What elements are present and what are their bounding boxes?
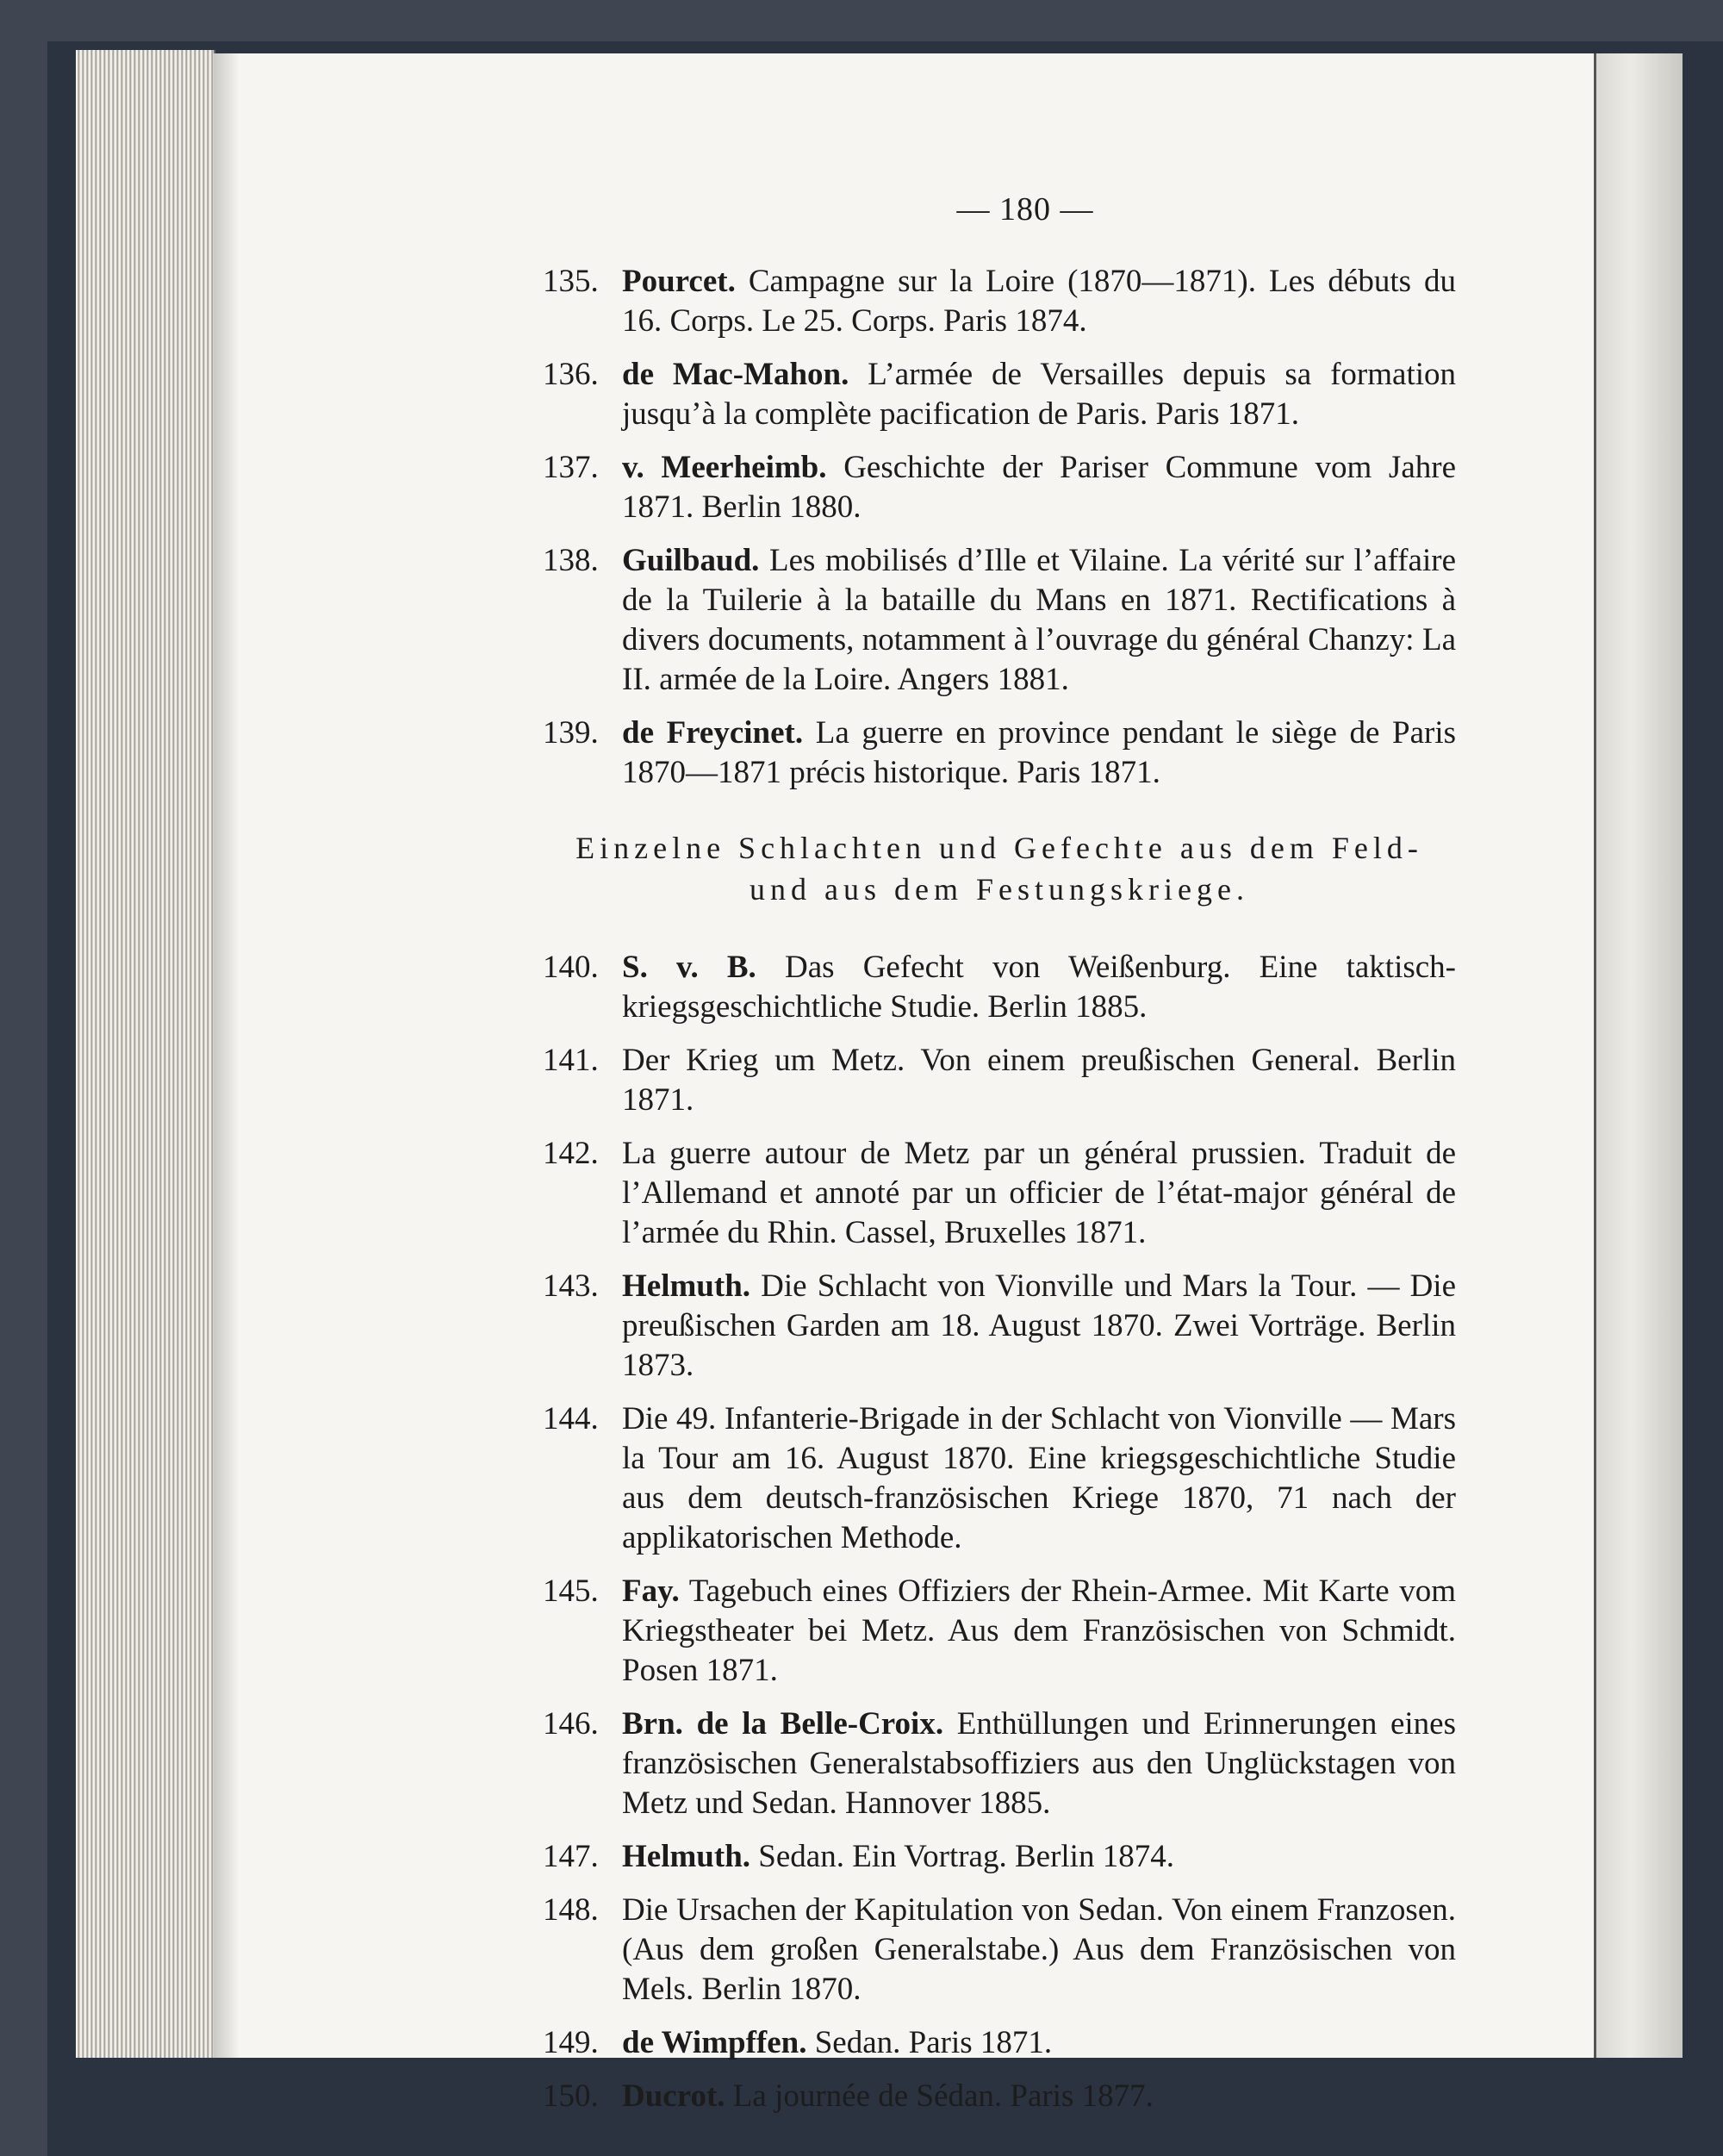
section-heading: Einzelne Schlachten und Gefechte aus dem Feld- und aus dem Festungskriege. [575,831,1423,907]
entries-bottom [543,948,1456,2116]
entry-text [622,2023,1456,2063]
entry-text [622,541,1456,700]
entry-number: 142. [543,1136,599,1171]
page-number: — 180 — [956,191,1094,227]
entry-author: v. Meerheimb. [622,450,827,485]
bibliography-entry [543,713,1456,793]
entry-number: 144. [543,1401,599,1436]
text-column [543,190,1456,2130]
bibliography-entry [543,1704,1456,1823]
entry-number: 146. [543,1706,599,1742]
entry-number: 143. [543,1268,599,1304]
entry-author: Helmuth. [622,1839,751,1874]
entry-text [622,1572,1456,1691]
page-right-edge [1594,53,1683,2058]
entry-number: 148. [543,1892,599,1928]
page-edges [76,50,215,2058]
entry-text [622,1041,1456,1120]
entry-text [622,262,1456,341]
entry-number: 136. [543,357,599,392]
entry-text [622,1399,1456,1558]
entry-title: Die 49. Infanterie-Brigade in der Schlacht von Vionville — Mars la Tour am 16. August 1870. Eine kriegsgeschichtliche Studie aus dem deutsch-französischen Kriege 1870, 71 nach der applikatorischen Methode. [622,1401,1456,1555]
entry-title: Les mobilisés d’Ille et Vilaine. La vérité sur l’affaire de la Tuilerie à la bataille du Mans en 1871. Rectifications à divers documents, notamment à l’ouvrage du général Chanzy: La II. armée de la Loire. Angers 1881. [622,543,1457,697]
entry-author: Brn. de la Belle-Croix. [622,1706,944,1742]
entry-number: 150. [543,2078,599,2114]
bibliography-entry [543,1891,1456,2010]
entry-number: 147. [543,1839,599,1874]
entries-top [543,262,1456,793]
entry-text [622,1267,1456,1386]
entry-title: L’armée de Versailles depuis sa formation jusqu’à la complète pacification de Paris. Paris 1871. [622,357,1457,432]
entry-text [622,1891,1456,2010]
entry-title: La guerre autour de Metz par un général prussien. Traduit de l’Allemand et annoté par un officier de l’état-major général de l’armée du Rhin. Cassel, Bruxelles 1871. [622,1136,1456,1250]
entry-number: 145. [543,1573,599,1609]
entry-text [622,948,1456,1027]
bibliography-entry [543,1041,1456,1120]
entry-text [622,448,1456,527]
entry-title: Sedan. Paris 1871. [814,2025,1053,2060]
entry-title: Tagebuch eines Offiziers der Rhein-Armee. Mit Karte vom Kriegstheater bei Metz. Aus dem Französischen von Schmidt. Posen 1871. [622,1573,1456,1688]
entry-title: La guerre en province pendant le siège de Paris 1870—1871 précis historique. Paris 1871. [622,715,1456,790]
entry-author: Pourcet. [622,264,736,299]
entry-text [622,1134,1456,1253]
bibliography-entry [543,1572,1456,1691]
entry-title: Campagne sur la Loire (1870—1871). Les débuts du 16. Corps. Le 25. Corps. Paris 1874. [622,264,1456,339]
entry-title: Die Schlacht von Vionville und Mars la Tour. — Die preußischen Garden am 18. August 1870. Zwei Vorträge. Berlin 1873. [622,1268,1456,1383]
entry-number: 140. [543,950,599,985]
bibliography-entry [543,2077,1456,2116]
entry-text [622,1837,1456,1877]
entry-text [622,355,1456,434]
entry-number: 138. [543,543,599,578]
gutter-shadow [214,53,239,2058]
bibliography-entry [543,1399,1456,1558]
entry-text [622,713,1456,793]
entry-title: Das Gefecht von Weißenburg. Eine taktisch-kriegsgeschichtliche Studie. Berlin 1885. [622,950,1456,1025]
entry-text [622,2077,1456,2116]
entry-author: S. v. B. [622,950,756,985]
entry-title: Die Ursachen der Kapitulation von Sedan. Von einem Franzosen. (Aus dem großen Generalstabe.) Aus dem Französischen von Mels. Berlin 1870. [622,1892,1456,2007]
entry-number: 141. [543,1043,599,1078]
bibliography-entry [543,355,1456,434]
entry-number: 149. [543,2025,599,2060]
entry-author: de Mac-Mahon. [622,357,849,392]
bibliography-entry [543,1134,1456,1253]
entry-number: 137. [543,450,599,485]
entry-text [622,1704,1456,1823]
entry-author: de Freycinet. [622,715,804,751]
entry-number: 139. [543,715,599,751]
entry-title: Der Krieg um Metz. Von einem preußischen General. Berlin 1871. [622,1043,1456,1118]
entry-author: Ducrot. [622,2078,725,2114]
entry-title: Sedan. Ein Vortrag. Berlin 1874. [758,1839,1174,1874]
entry-number: 135. [543,264,599,299]
bibliography-entry [543,541,1456,700]
entry-author: Fay. [622,1573,680,1609]
entry-title: La journée de Sédan. Paris 1877. [732,2078,1154,2114]
entry-title: Geschichte der Pariser Commune vom Jahre 1871. Berlin 1880. [622,450,1456,525]
entry-title: Enthüllungen und Erinnerungen eines französischen Generalstabsoffiziers aus den Unglückstagen von Metz und Sedan. Hannover 1885. [622,1706,1456,1821]
bibliography-entry [543,1837,1456,1877]
bibliography-entry [543,448,1456,527]
bibliography-entry [543,2023,1456,2063]
bibliography-entry [543,1267,1456,1386]
entry-author: de Wimpffen. [622,2025,807,2060]
bibliography-entry [543,262,1456,341]
bibliography-entry [543,948,1456,1027]
entry-author: Helmuth. [622,1268,751,1304]
entry-author: Guilbaud. [622,543,760,578]
